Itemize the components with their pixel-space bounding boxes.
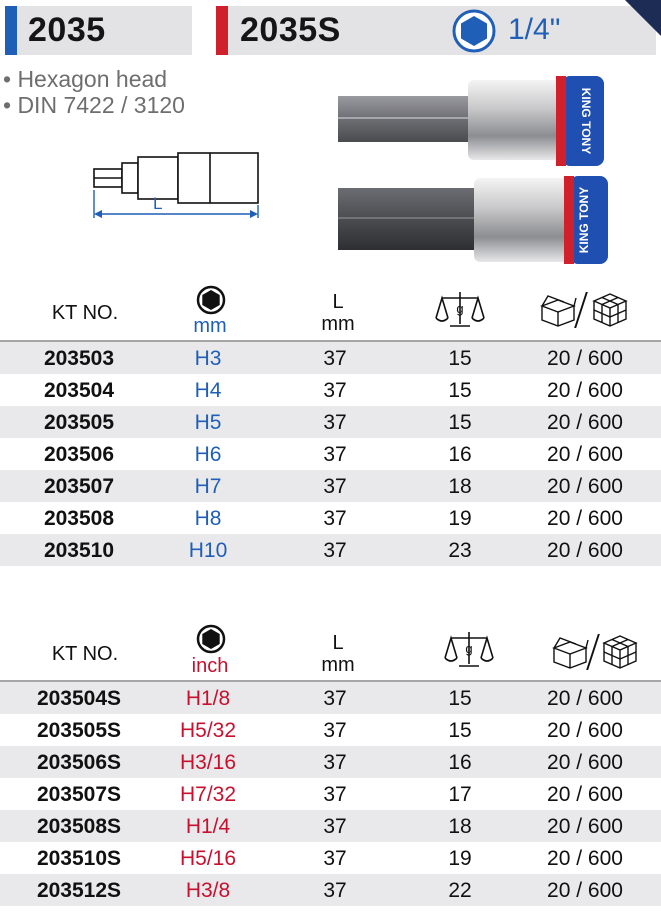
hexagon-drive-icon: [448, 9, 500, 53]
product-photo: [330, 58, 620, 278]
table-row: 203512S H3/8 37 22 20 / 600: [0, 874, 661, 906]
scale-weight-icon: [434, 288, 486, 332]
cube-packaging-icon: [590, 292, 630, 328]
box-packaging-icon: [550, 634, 590, 670]
header-size-unit-inch: inch: [191, 655, 229, 677]
table-row: 203510S H5/16 37 19 20 / 600: [36, 847, 623, 870]
header-accent-blue: [5, 6, 17, 55]
table-row: 203510 H10 37 23 20 / 600: [0, 534, 661, 566]
hexagon-profile-icon: [196, 285, 226, 315]
table-row: 203506S H3/16 37 16 20 / 600: [0, 746, 661, 778]
header-length-unit: mm: [321, 654, 355, 676]
header-length-unit: mm: [321, 313, 355, 335]
drive-size: 1/4": [508, 13, 561, 46]
header-length: L: [332, 291, 344, 313]
feature-din: • DIN 7422 / 3120: [3, 92, 185, 118]
dimension-label-l: L: [153, 194, 163, 213]
header-kt-no: KT NO.: [51, 643, 119, 665]
header-size-unit-mm: mm: [193, 315, 227, 337]
table-row: 203504 H4 37 15 20 / 600: [43, 379, 623, 402]
header-accent-red: [216, 6, 228, 55]
brand-text-bottom: KING TONY: [577, 186, 591, 254]
cube-packaging-icon: [600, 634, 640, 670]
table-row: 203506 H6 37 16 20 / 600: [43, 443, 623, 466]
table-row: 203503 H3 37 15 20 / 600: [0, 342, 661, 374]
bit-socket-diagram: [88, 148, 268, 223]
header-length: L: [332, 632, 344, 654]
hexagon-profile-icon: [196, 624, 226, 654]
corner-triangle: [625, 0, 661, 36]
table-row: 203507S H7/32 37 17 20 / 600: [36, 783, 623, 806]
table-row: 203508 H8 37 19 20 / 600: [43, 507, 623, 530]
feature-hexagon-head: • Hexagon head: [3, 66, 168, 92]
box-packaging-icon: [538, 292, 578, 328]
table-row: 203507 H7 37 18 20 / 600: [0, 470, 661, 502]
table-row: 203508S H1/4 37 18 20 / 600: [0, 810, 661, 842]
scale-weight-icon: [443, 628, 495, 672]
brand-text-top: KING TONY: [579, 87, 593, 155]
header-kt-no: KT NO.: [51, 302, 119, 324]
svg-text:g: g: [456, 301, 464, 316]
table-row: 203505S H5/32 37 15 20 / 600: [36, 719, 623, 742]
svg-text:g: g: [465, 641, 473, 656]
product-code: 2035: [28, 11, 106, 49]
product-code-s: 2035S: [240, 11, 341, 49]
table-row: 203504S H1/8 37 15 20 / 600: [0, 682, 661, 714]
table-row: 203505 H5 37 15 20 / 600: [0, 406, 661, 438]
